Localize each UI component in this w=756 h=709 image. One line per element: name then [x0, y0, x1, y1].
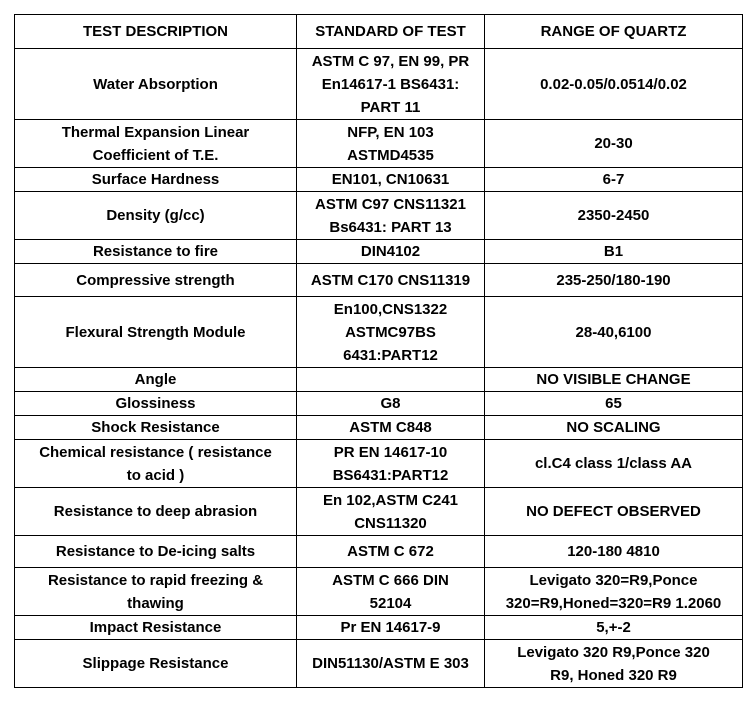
table-row	[15, 168, 743, 192]
test-description-cell: Angle	[15, 368, 297, 392]
table-row	[15, 264, 743, 297]
table-row	[15, 536, 743, 568]
range-cell: 5,+-2	[485, 616, 743, 640]
table-row	[15, 392, 743, 416]
header-range-of-quartz: RANGE OF QUARTZ	[485, 15, 743, 49]
standard-cell: ASTM C 672	[297, 536, 485, 568]
test-description-cell: Water Absorption	[15, 49, 297, 120]
table-row	[15, 616, 743, 640]
test-description-cell: Resistance to De-icing salts	[15, 536, 297, 568]
range-cell: B1	[485, 240, 743, 264]
quartz-spec-table	[14, 14, 743, 688]
standard-cell: Pr EN 14617-9	[297, 616, 485, 640]
table-row	[15, 440, 743, 488]
table-row	[15, 192, 743, 240]
range-cell: 6-7	[485, 168, 743, 192]
range-cell: 2350-2450	[485, 192, 743, 240]
range-cell: 28-40,6100	[485, 297, 743, 368]
range-cell: 20-30	[485, 120, 743, 168]
range-cell: Levigato 320=R9,Ponce 320=R9,Honed=320=R9 1.2060	[485, 568, 743, 616]
standard-cell: DIN51130/ASTM E 303	[297, 640, 485, 688]
test-description-cell: Thermal Expansion Linear Coefficient of T.E.	[15, 120, 297, 168]
standard-cell: EN101, CN10631	[297, 168, 485, 192]
standard-cell: ASTM C848	[297, 416, 485, 440]
standard-cell: En100,CNS1322 ASTMC97BS 6431:PART12	[297, 297, 485, 368]
range-cell: Levigato 320 R9,Ponce 320 R9, Honed 320 R9	[485, 640, 743, 688]
test-description-cell: Density (g/cc)	[15, 192, 297, 240]
range-cell: 65	[485, 392, 743, 416]
table-header-row	[15, 15, 743, 49]
standard-cell	[297, 368, 485, 392]
range-cell: 0.02-0.05/0.0514/0.02	[485, 49, 743, 120]
table-row	[15, 120, 743, 168]
test-description-cell: Surface Hardness	[15, 168, 297, 192]
range-cell: NO SCALING	[485, 416, 743, 440]
table-row	[15, 568, 743, 616]
test-description-cell: Slippage Resistance	[15, 640, 297, 688]
test-description-cell: Flexural Strength Module	[15, 297, 297, 368]
test-description-cell: Chemical resistance ( resistance to acid )	[15, 440, 297, 488]
test-description-cell: Impact Resistance	[15, 616, 297, 640]
header-standard-of-test: STANDARD OF TEST	[297, 15, 485, 49]
range-cell: NO VISIBLE CHANGE	[485, 368, 743, 392]
table-row	[15, 640, 743, 688]
range-cell: NO DEFECT OBSERVED	[485, 488, 743, 536]
table-row	[15, 488, 743, 536]
test-description-cell: Resistance to deep abrasion	[15, 488, 297, 536]
table-row	[15, 368, 743, 392]
standard-cell: PR EN 14617-10 BS6431:PART12	[297, 440, 485, 488]
standard-cell: En 102,ASTM C241 CNS11320	[297, 488, 485, 536]
range-cell: 235-250/180-190	[485, 264, 743, 297]
test-description-cell: Resistance to fire	[15, 240, 297, 264]
standard-cell: ASTM C 97, EN 99, PR En14617-1 BS6431: PART 11	[297, 49, 485, 120]
standard-cell: ASTM C170 CNS11319	[297, 264, 485, 297]
table-row	[15, 49, 743, 120]
test-description-cell: Compressive strength	[15, 264, 297, 297]
standard-cell: G8	[297, 392, 485, 416]
header-test-description: TEST DESCRIPTION	[15, 15, 297, 49]
table-row	[15, 240, 743, 264]
test-description-cell: Glossiness	[15, 392, 297, 416]
table-row	[15, 297, 743, 368]
test-description-cell: Resistance to rapid freezing & thawing	[15, 568, 297, 616]
range-cell: cl.C4 class 1/class AA	[485, 440, 743, 488]
test-description-cell: Shock Resistance	[15, 416, 297, 440]
range-cell: 120-180 4810	[485, 536, 743, 568]
standard-cell: DIN4102	[297, 240, 485, 264]
standard-cell: ASTM C 666 DIN 52104	[297, 568, 485, 616]
table-row	[15, 416, 743, 440]
standard-cell: ASTM C97 CNS11321 Bs6431: PART 13	[297, 192, 485, 240]
standard-cell: NFP, EN 103 ASTMD4535	[297, 120, 485, 168]
